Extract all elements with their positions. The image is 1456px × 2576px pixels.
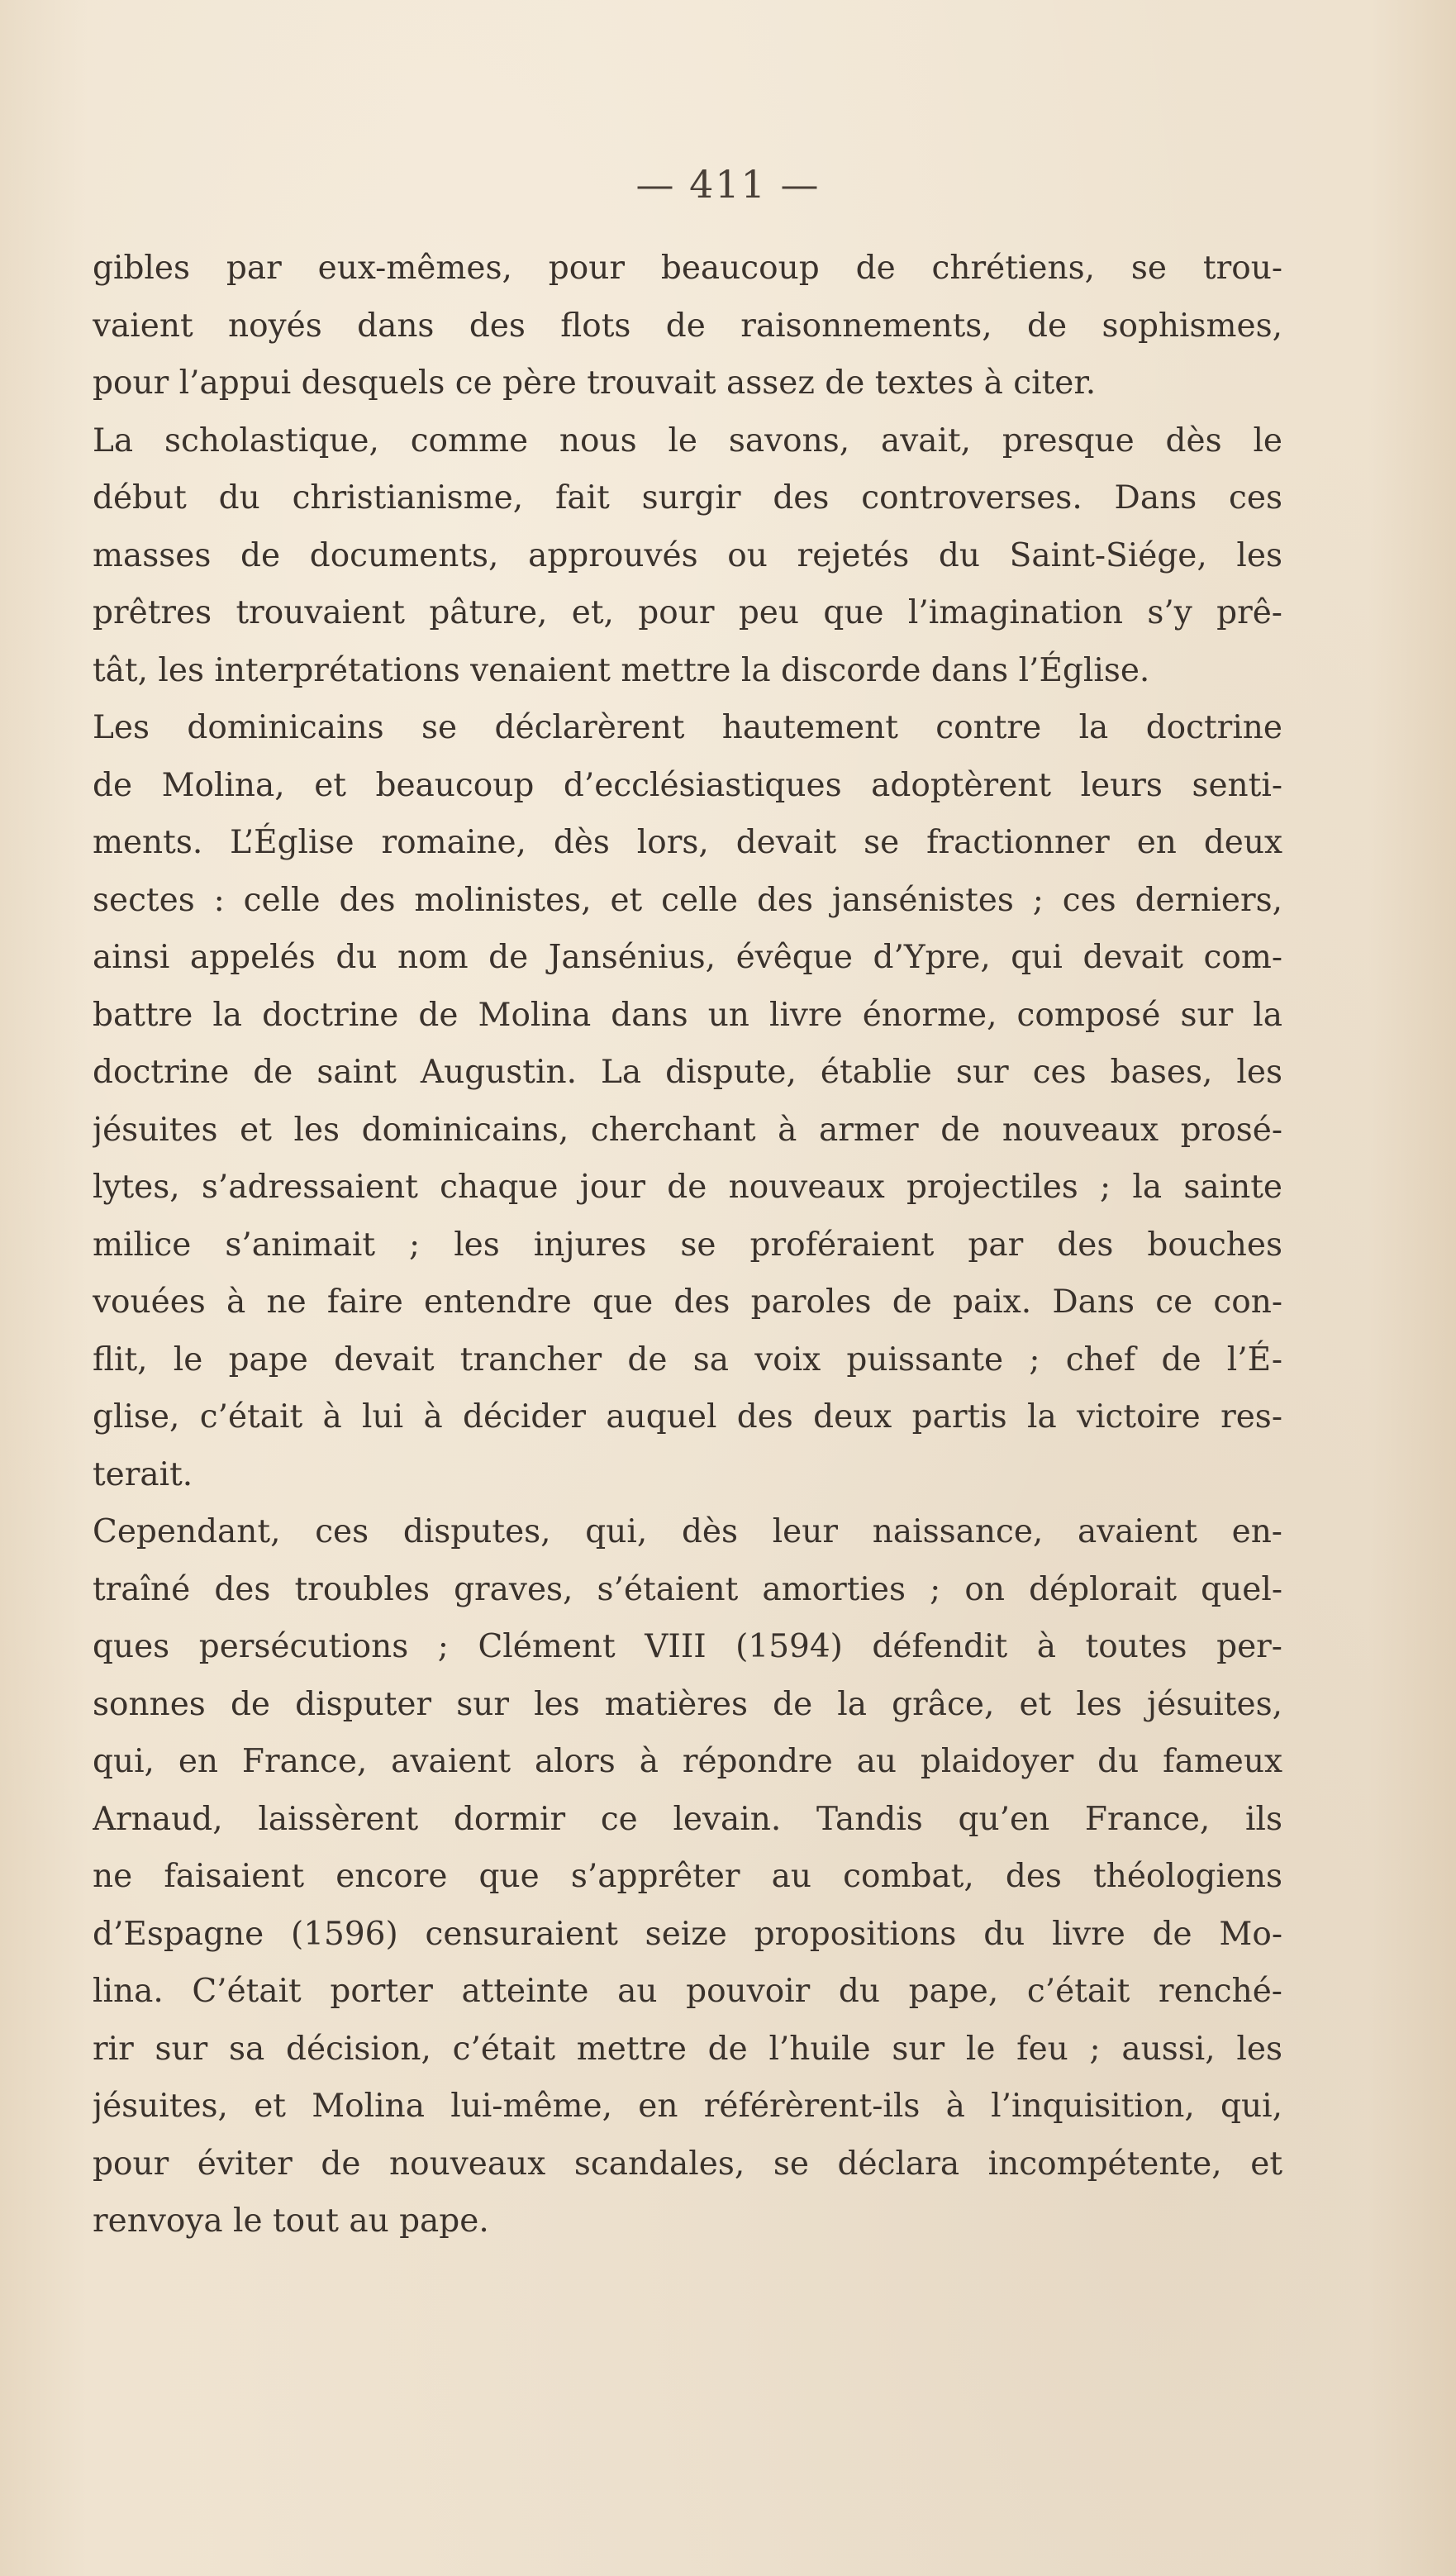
text-line: tât, les interprétations venaient mettre la discorde dans l’Église. <box>93 651 1150 689</box>
text-line: lytes, s’adressaient chaque jour de nouveaux projectiles ; la sainte <box>93 1169 1282 1206</box>
text-line: Les dominicains se déclarèrent hautement contre la doctrine <box>93 709 1282 746</box>
text-line: rir sur sa décision, c’était mettre de l’huile sur le feu ; aussi, les <box>93 2030 1282 2068</box>
text-line: battre la doctrine de Molina dans un livre énorme, composé sur la <box>93 996 1282 1034</box>
text-line: Cependant, ces disputes, qui, dès leur naissance, avaient en- <box>93 1513 1282 1550</box>
text-line: pour l’appui desquels ce père trouvait assez de textes à citer. <box>93 364 1097 402</box>
text-line: jésuites et les dominicains, cherchant à armer de nouveaux prosé- <box>93 1111 1282 1149</box>
text-line: renvoya le tout au pape. <box>93 2202 489 2240</box>
text-line: La scholastique, comme nous le savons, avait, presque dès le <box>93 421 1282 459</box>
text-line: Arnaud, laissèrent dormir ce levain. Tandis qu’en France, ils <box>93 1800 1282 1838</box>
text-line: vaient noyés dans des flots de raisonnements, de sophismes, <box>93 307 1282 345</box>
text-line: sectes : celle des molinistes, et celle des jansénistes ; ces derniers, <box>93 881 1282 919</box>
text-line: ainsi appelés du nom de Jansénius, évêque d’Ypre, qui devait com- <box>93 939 1282 976</box>
text-line: ments. L’Église romaine, dès lors, devait se fractionner en deux <box>93 824 1282 861</box>
text-line: traîné des troubles graves, s’étaient amorties ; on déplorait quel- <box>93 1570 1282 1608</box>
text-line: prêtres trouvaient pâture, et, pour peu que l’imagination s’y prê- <box>93 594 1282 631</box>
text-line: milice s’animait ; les injures se proféraient par des bouches <box>93 1226 1282 1264</box>
text-line: de Molina, et beaucoup d’ecclésiastiques adoptèrent leurs senti- <box>93 766 1282 804</box>
text-line: masses de documents, approuvés ou rejetés du Saint-Siége, les <box>93 536 1282 574</box>
text-line: ques persécutions ; Clément VIII (1594) défendit à toutes per- <box>93 1628 1282 1665</box>
page-number: — 411 — <box>635 162 821 207</box>
text-line: sonnes de disputer sur les matières de la grâce, et les jésuites, <box>93 1685 1282 1723</box>
text-line: lina. C’était porter atteinte au pouvoir du pape, c’était renché- <box>93 1973 1282 2010</box>
text-line: pour éviter de nouveaux scandales, se déclara incompétente, et <box>93 2145 1282 2183</box>
body-text <box>93 240 1282 2250</box>
text-line: ne faisaient encore que s’apprêter au combat, des théologiens <box>93 1858 1282 1895</box>
text-line: vouées à ne faire entendre que des paroles de paix. Dans ce con- <box>93 1283 1282 1321</box>
text-line: glise, c’était à lui à décider auquel des deux partis la victoire res- <box>93 1398 1282 1436</box>
text-line: doctrine de saint Augustin. La dispute, établie sur ces bases, les <box>93 1054 1282 1091</box>
text-line: terait. <box>93 1455 193 1493</box>
text-line: d’Espagne (1596) censuraient seize propositions du livre de Mo- <box>93 1915 1282 1953</box>
text-line: gibles par eux-mêmes, pour beaucoup de chrétiens, se trou- <box>93 250 1282 287</box>
text-line: jésuites, et Molina lui-même, en référèrent-ils à l’inquisition, qui, <box>93 2088 1282 2125</box>
text-line: qui, en France, avaient alors à répondre au plaidoyer du fameux <box>93 1743 1282 1780</box>
text-line: flit, le pape devait trancher de sa voix puissante ; chef de l’É- <box>93 1340 1282 1378</box>
text-line: début du christianisme, fait surgir des controverses. Dans ces <box>93 479 1282 517</box>
